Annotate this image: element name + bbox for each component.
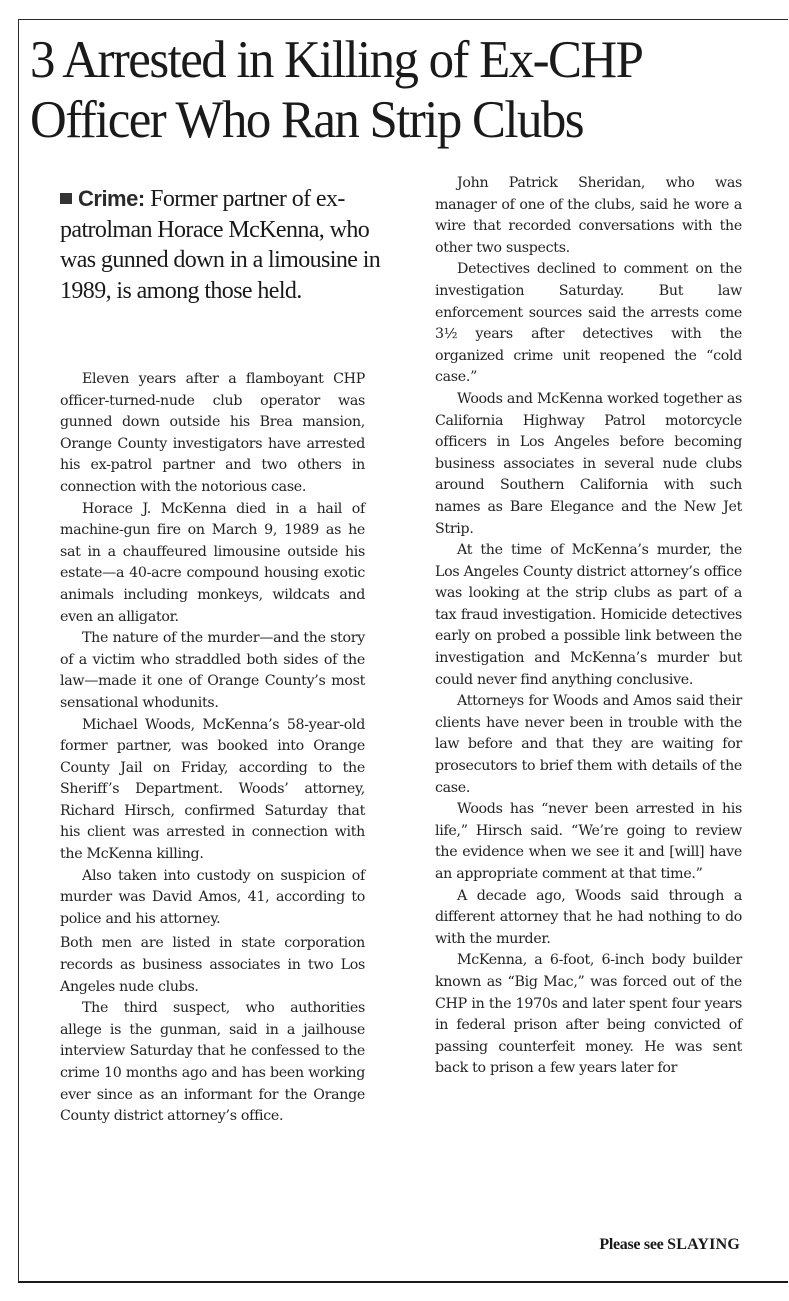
paragraph: Also taken into custody on suspicion of murder was David Amos, 41, according to police and his attorney. [60, 867, 365, 927]
paragraph: Eleven years after a flamboyant CHP officer-turned-nude club operator was gunned down outside his Brea mansion, Orange County investigators have arrested his ex-patrol partner and two others in connection with the notorious case. [60, 371, 365, 495]
paragraph: The third suspect, who authorities allege is the gunman, said in a jailhouse interview Saturday that he confessed to the crime 10 months ago and has been working ever since as an informant for the Orange County district attorney’s office. [60, 1000, 365, 1125]
paragraph: John Patrick Sheridan, who was manager of one of the clubs, said he wore a wire that recorded conversations with the other two suspects. [435, 175, 742, 256]
headline [30, 30, 750, 150]
paragraph: A decade ago, Woods said through a different attorney that he had nothing to do with the murder. [435, 887, 742, 947]
jump-slug: SLAYING [667, 1236, 740, 1253]
paragraph: McKenna, a 6-foot, 6-inch body builder known as “Big Mac,” was forced out of the CHP in the 1970s and later spent four years in federal prison after being convicted of passing counterfeit money. He was sent back to prison a few years later for [435, 952, 742, 1077]
paragraph: The nature of the murder—and the story of a victim who straddled both sides of the law—made it one of Orange County’s most sensational whodunits. [60, 630, 365, 711]
left-column [60, 369, 365, 1128]
paragraph: Attorneys for Woods and Amos said their clients have never been in trouble with the law before and that they are waiting for prosecutors to brief them with details of the case. [435, 693, 742, 796]
deck-kicker: Crime: [78, 186, 145, 211]
jump-line [540, 1236, 740, 1254]
deck-text: Former partner of ex-patrolman Horace McKenna, who was gunned down in a limousine in 1989, is among those held. [60, 186, 381, 304]
jump-prefix: Please see [599, 1236, 664, 1253]
paragraph: Michael Woods, McKenna’s 58-year-old former partner, was booked into Orange County Jail on Friday, according to the Sheriff’s Department. Woods’ attorney, Richard Hirsch, confirmed Saturday that his client was arrested in connection with the McKenna killing. [60, 716, 365, 863]
paragraph: At the time of McKenna’s murder, the Los Angeles County district attorney’s office was looking at the strip clubs as part of a tax fraud investigation. Homicide detectives early on probed a possible link between the investigation and McKenna’s murder but could never find anything conclusive. [435, 542, 742, 688]
paragraph: Horace J. McKenna died in a hail of machine-gun fire on March 9, 1989 as he sat in a chauffeured limousine outside his estate—a 40-acre compound housing exotic animals including monkeys, wildcats and even an alligator. [60, 500, 365, 625]
paragraph: Woods and McKenna worked together as California Highway Patrol motorcycle officers in Los Angeles before becoming business associates in several nude clubs around Southern California with such names as Bare Elegance and the New Jet Strip. [435, 390, 742, 537]
deck-subheadline [60, 184, 390, 306]
square-bullet-icon [60, 193, 72, 204]
right-column [435, 173, 742, 1080]
headline-line-1: 3 Arrested in Killing of Ex-CHP [30, 31, 643, 89]
paragraph: Both men are listed in state corporation records as business associates in two Los Angeles nude clubs. [60, 935, 365, 995]
paragraph: Woods has “never been arrested in his life,” Hirsch said. “We’re going to review the evidence when we see it and [will] have an appropriate comment at that time.” [435, 801, 742, 882]
paragraph: Detectives declined to comment on the investigation Saturday. But law enforcement sources said the arrests come 3½ years after detectives with the organized crime unit reopened the “cold case.” [435, 261, 742, 386]
headline-line-2: Officer Who Ran Strip Clubs [30, 91, 584, 149]
